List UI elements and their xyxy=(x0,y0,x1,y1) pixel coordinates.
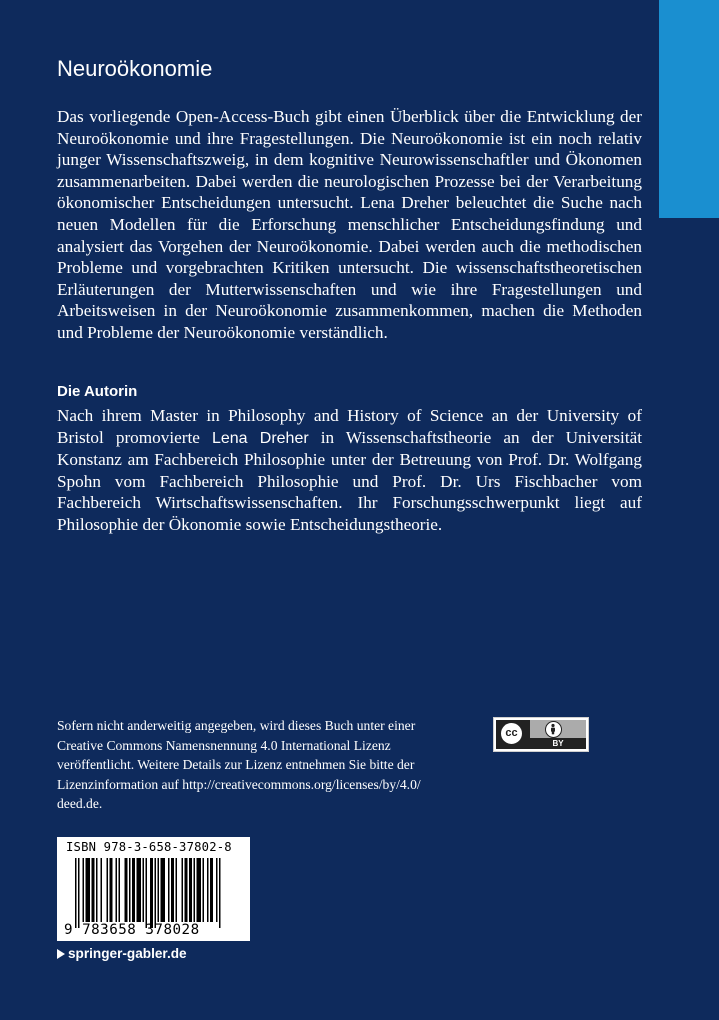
barcode-bar xyxy=(171,858,174,922)
barcode-bar xyxy=(86,858,91,922)
arrow-right-icon xyxy=(57,949,65,959)
barcode-bar xyxy=(203,858,205,922)
license-line: Sofern nicht anderweitig angegeben, wird dieses Buch unter einer xyxy=(57,718,416,733)
barcode-bar xyxy=(219,858,221,928)
barcode-bar xyxy=(92,858,95,922)
accent-tab xyxy=(659,0,719,218)
publisher-link[interactable] xyxy=(57,946,187,961)
barcode-bar xyxy=(83,858,85,922)
barcode-bar xyxy=(78,858,80,928)
person-icon xyxy=(545,721,562,738)
barcode-bar xyxy=(176,858,178,922)
barcode-bar xyxy=(116,858,118,922)
barcode-bar xyxy=(143,858,145,922)
barcode-bar xyxy=(107,858,109,922)
author-bio-end: in Wissenschaftstheorie an der Universität Konstanz am Fachbereich Philosophie unter der Betreuung von Prof. Dr. Wolfgang Spohn vom Fachbereich Philosophie und Prof. Dr. Urs Fischbacher vom Fachbereich Wirtschaftswissenschaften. Ihr Forschungsschwerpunkt liegt auf Philosophie der Ökonomie sowie Entscheidungstheorie. xyxy=(57,427,643,534)
license-notice xyxy=(57,716,437,814)
barcode-bar xyxy=(158,858,160,922)
barcode-bar xyxy=(155,858,157,928)
barcode-bar xyxy=(101,858,103,922)
barcode-bar xyxy=(146,858,148,928)
license-line: veröffentlicht. Weitere Details zur Lizenz entnehmen Sie bitte der xyxy=(57,757,415,772)
license-line: Lizenzinformation auf http://creativecommons.org/licenses/by/4.0/ xyxy=(57,776,421,792)
barcode-bar xyxy=(182,858,184,922)
barcode-bar xyxy=(150,858,153,928)
book-blurb: Das vorliegende Open-Access-Buch gibt einen Überblick über die Entwicklung der Neuroökonomie und ihre Fragestellungen. Die Neuroökonomie ist ein noch relativ junger Wissenschaftszweig, in dem kognitive Neurowissenschaftler und Ökonomen zusammenarbeiten. Dabei werden die neurologischen Prozesse bei der Verarbeitung ökonomischer Entscheidungen untersucht. Lena Dreher beleuchtet die Suche nach neuen Modellen für die Erforschung menschlicher Entscheidungsfindung und analysiert das Vorgehen der Neuroökonomie. Dabei werden auch die methodischen Probleme und vorgebrachten Kritiken untersucht. Die wissenschaftstheoretischen Erläuterungen der Mutterwissenschaften und wie ihre Fragestellungen und Arbeitsweisen in der Neuroökonomie zusammenkommen, machen die Methoden und Probleme der Neuroökonomie verständlich. xyxy=(57,107,642,342)
publisher-url: springer-gabler.de xyxy=(68,946,187,961)
author-bio-start: Nach ihrem Master in Philosophy and History of Science an der University of Bristol promovierte xyxy=(57,406,642,447)
barcode-bar xyxy=(189,858,192,922)
barcode-bar xyxy=(210,858,213,922)
cc-by-license-icon[interactable] xyxy=(493,717,589,752)
author-bio xyxy=(57,405,642,536)
barcode-bar xyxy=(129,858,131,922)
cc-icon: cc xyxy=(499,721,524,746)
barcode-bar xyxy=(185,858,188,922)
license-line: deed.de. xyxy=(57,796,103,811)
author-heading: Die Autorin xyxy=(57,383,138,400)
barcode-bar xyxy=(194,858,196,922)
barcode-bar xyxy=(119,858,121,922)
barcode-bar xyxy=(137,858,142,922)
barcode-bar xyxy=(132,858,135,922)
barcode-bar xyxy=(96,858,98,922)
barcode-bar xyxy=(161,858,166,922)
barcode-bar xyxy=(207,858,209,922)
barcode-bar xyxy=(125,858,128,922)
isbn-barcode xyxy=(57,837,250,941)
barcode-bar xyxy=(75,858,77,928)
barcode-bar xyxy=(216,858,218,922)
book-title: Neuroökonomie xyxy=(57,56,213,81)
barcode-bar xyxy=(168,858,170,922)
barcode-bar xyxy=(197,858,202,922)
ean-digits: 9 783658 378028 xyxy=(64,922,200,938)
license-line: Creative Commons Namensnennung 4.0 International Lizenz xyxy=(57,737,391,753)
author-name: Lena Dreher xyxy=(211,429,309,447)
by-label: BY xyxy=(552,739,564,748)
isbn-number: ISBN 978-3-658-37802-8 xyxy=(66,840,232,854)
barcode-bar xyxy=(110,858,113,922)
